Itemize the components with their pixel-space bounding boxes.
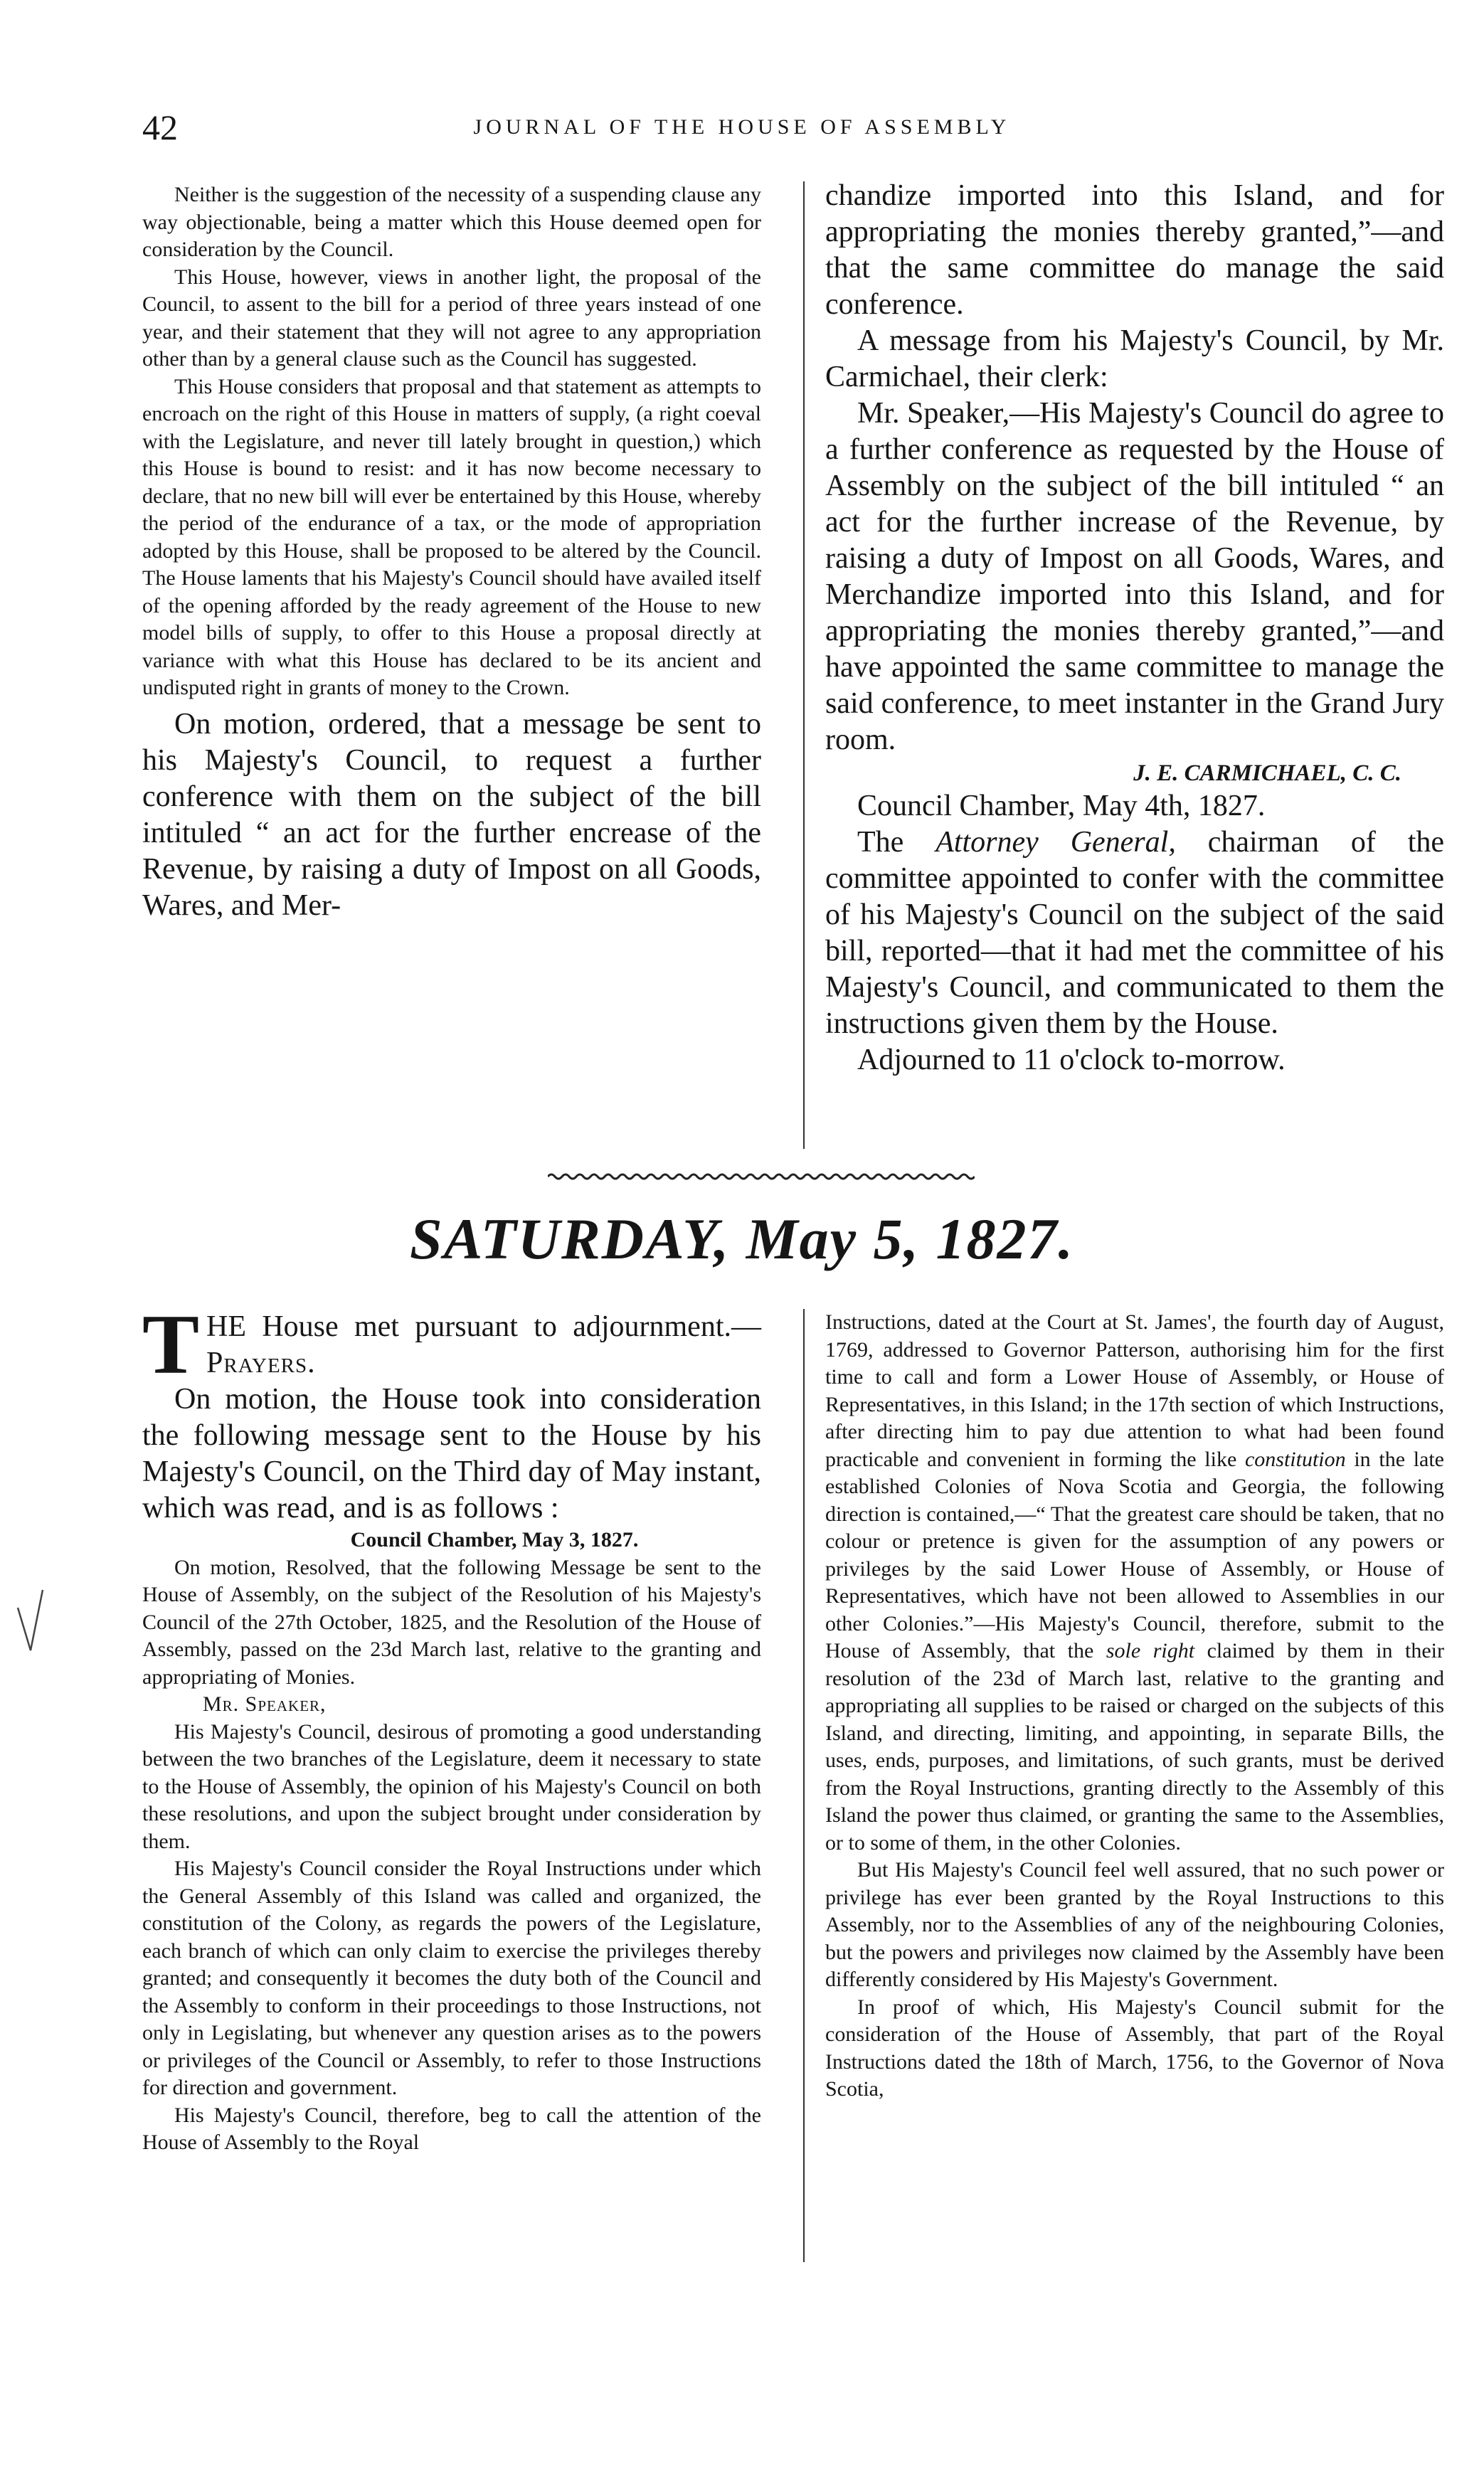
paragraph: On motion, Resolved, that the following Message be sent to the House of Assembly, on the subject of the Resolution of his Majesty's Council of the 27th October, 1825, and the Resolution of the House of Assembly, passed on the 23d March last, relative to the granting and appropriating of Monies.: [142, 1555, 761, 1689]
opening-paragraph: THE House met pursuant to adjournment.—Prayers.: [142, 1297, 761, 1391]
motion-paragraph: On motion, ordered, that a message be sent to his Majesty's Council, to request a further conference with them on the subject of the bill intituled “ an act for the further encrease of the Revenue, by raising a duty of Impost on all Goods, Wares, and Mer-: [142, 707, 761, 922]
place-date: Council Chamber, May 3, 1827.: [350, 1528, 639, 1551]
upper-left-column: [142, 181, 761, 924]
column-rule: [803, 1309, 805, 2262]
paragraph: His Majesty's Council, therefore, beg to call the attention of the House of Assembly to the Royal: [142, 2103, 761, 2154]
speaker-address: Mr. Speaker,: [203, 1692, 327, 1716]
upper-right-column: [825, 178, 1444, 1078]
paragraph: His Majesty's Council, desirous of promoting a good understanding between the two branches of the Legislature, deem it necessary to state to the House of Assembly, the opinion of his Majesty's Council on both these resolutions, and upon the subject brought under consideration by them.: [142, 1719, 761, 1853]
lower-right-column: [825, 1309, 1444, 2104]
paragraph: His Majesty's Council consider the Royal Instructions under which the General Assembly of this Island was called and organized, the constitution of the Colony, as regards the powers of the Legislature, each branch of which can only claim to exercise the privileges thereby granted; and consequently it becomes the duty both of the Council and the Assembly to conform in their proceedings to those Instructions, not only in Legislating, but whenever any question arises as to the powers or privileges of the Council or Assembly, to refer to those Instructions for direction and government.: [142, 1857, 761, 2099]
adjournment: Adjourned to 11 o'clock to-morrow.: [857, 1044, 1286, 1076]
running-head: JOURNAL OF THE HOUSE OF ASSEMBLY: [473, 115, 1011, 139]
place-date: Council Chamber, May 4th, 1827.: [857, 790, 1266, 822]
paragraph: Mr. Speaker,—His Majesty's Council do agree to a further conference as requested by the House of Assembly on the subject of the bill intituled “ an act for the further increase of the Revenue, by raising a duty of Impost on all Goods, Wares, and Merchandize imported into this Island, and for appropriating the monies thereby granted,”—and have appointed the same committee to manage the said conference, to meet instanter in the Grand Jury room.: [825, 397, 1444, 756]
page-header: [0, 107, 1484, 149]
pencil-check-mark: [11, 1586, 60, 1657]
drop-cap: T: [142, 1297, 200, 1391]
paragraph: A message from his Majesty's Council, by Mr. Carmichael, their clerk:: [825, 324, 1444, 393]
paragraph: chandize imported into this Island, and for appropriating the monies thereby granted,”—and that the same committee do manage the said conference.: [825, 179, 1444, 321]
prayers-label: Prayers.: [206, 1347, 316, 1379]
date-heading: SATURDAY, May 5, 1827.: [409, 1206, 1075, 1271]
paragraph: On motion, the House took into consideration the following message sent to the House by his Majesty's Council, on the Third day of May instant, which was read, and is as follows :: [142, 1383, 761, 1524]
column-rule: [803, 181, 805, 1149]
paragraph: This House, however, views in another light, the proposal of the Council, to assent to the bill for a period of three years instead of one year, and their statement that they will not agree to any appropriation other than by a general clause such as the Council has suggested.: [142, 265, 761, 371]
paragraph: Neither is the suggestion of the necessity of a suspending clause any way objectionable, being a matter which this House deemed open for consideration by the Council.: [142, 183, 761, 261]
paragraph: But His Majesty's Council feel well assured, that no such power or privilege has ever been granted by the Royal Instructions to this Assembly, nor to the Assemblies of any of the neighbouring Colonies, but the powers and privileges now claimed by the Assembly have been differently considered by His Majesty's Government.: [825, 1858, 1444, 1991]
paragraph: The Attorney General, chairman of the committee appointed to confer with the committee of his Majesty's Council on the subject of the said bill, reported—that it had met the committee of his Majesty's Council, and communicated to them the instructions given them by the House.: [825, 826, 1445, 1040]
paragraph: Instructions, dated at the Court at St. James', the fourth day of August, 1769, addressed to Governor Patterson, authorising him for the first time to call and form a Lower House of Assembly, or House of Representatives, in this Island; in the 17th section of which Instructions, after directing him to pay due attention to what had been found practicable and convenient in forming the like constitution in the late established Colonies of Nova Scotia and Georgia, the following direction is contained,—“ That the greatest care should be taken, that no colour or pretence is given for the assumption of any powers or privileges by the said Lower House of Assembly, or House of Representatives, which have not been allowed to Assemblies in our other Colonies.”—His Majesty's Council, therefore, submit to the House of Assembly, that the sole right claimed by them in their resolution of the 23d of March last, relative to the granting and appropriating all supplies to be raised or charged on the subjects of this Island, and directing, limiting, and appointing, in separate Bills, the uses, ends, purposes, and limitations, of such grants, must be derived from the Royal Instructions, granting directly to the Assembly of this Island the power thus claimed, or granting the same to the Assemblies, or to some of them, in the other Colonies.: [825, 1310, 1445, 1855]
paragraph: In proof of which, His Majesty's Council submit for the consideration of the House of Assembly, that part of the Royal Instructions dated the 18th of March, 1756, to the Governor of Nova Scotia,: [825, 1995, 1444, 2101]
page-number: 42: [142, 107, 178, 147]
wavy-divider: [548, 1172, 975, 1182]
lower-left-column: [142, 1297, 761, 2157]
attorney-general: Attorney General,: [936, 826, 1176, 859]
paragraph: This House considers that proposal and that statement as attempts to encroach on the right of this House in matters of supply, (a right coeval with the Legislature, and never till lately brought in question,) which this House is bound to resist: and it has now become necessary to declare, that no new bill will ever be entertained by this House, whereby the period of the endurance of a tax, or the mode of appropriation adopted by this House, shall be proposed to be altered by the Council. The House laments that his Majesty's Council should have availed itself of the opening afforded by the ready agreement of the House to new model bills of supply, to offer to this House a proposal directly at variance with what this House has declared to be its ancient and undisputed right in grants of money to the Crown.: [142, 374, 761, 699]
clerk-signature: J. E. CARMICHAEL, C. C.: [1133, 760, 1401, 786]
